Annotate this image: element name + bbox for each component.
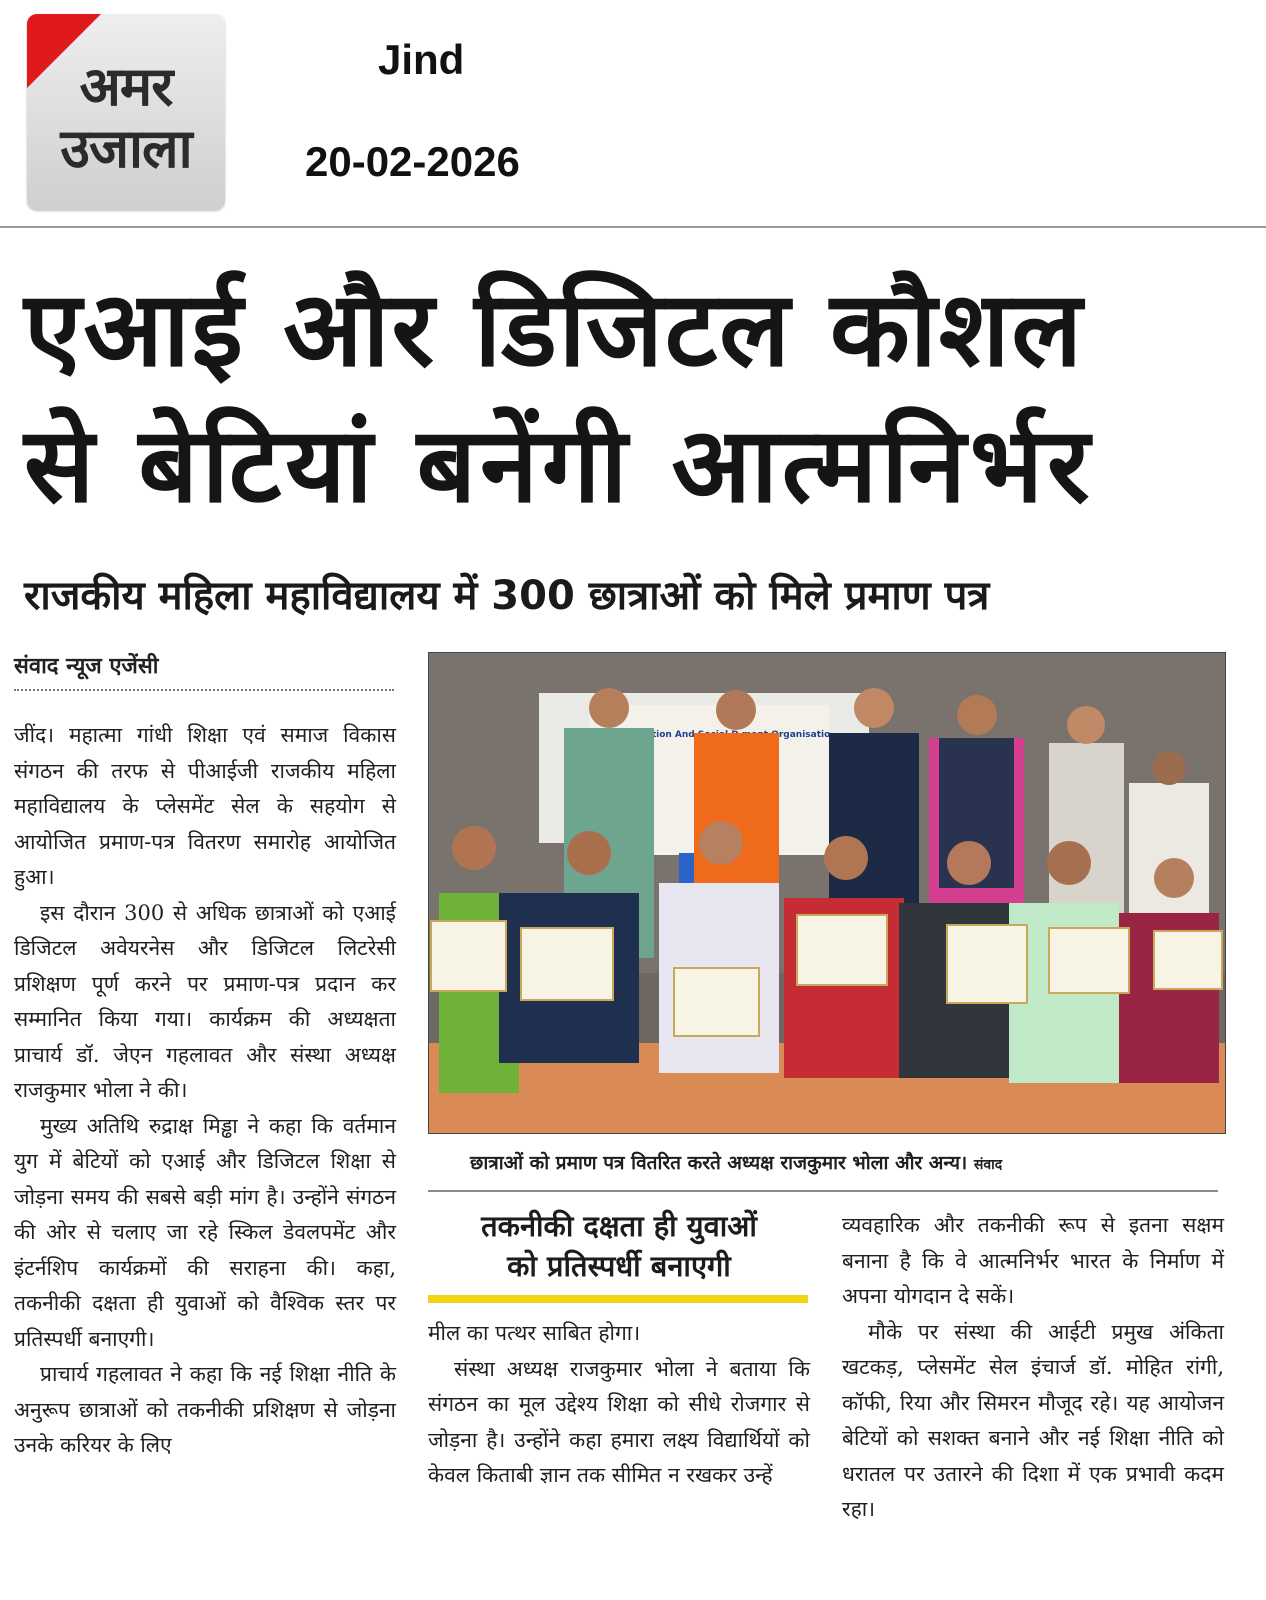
caption-divider — [428, 1190, 1218, 1192]
edition-city: Jind — [378, 36, 465, 83]
byline: संवाद न्यूज एजेंसी — [14, 654, 159, 679]
article-column-1 — [14, 718, 396, 1464]
event-photo — [428, 652, 1226, 1134]
col1-paragraph-1: जींद। महात्मा गांधी शिक्षा एवं समाज विकास संगठन की तरफ से पीआईजी राजकीय महिला महाविद्यालय के प्लेसमेंट सेल के सहयोग से आयोजित प्रमाण-पत्र वितरण समारोह आयोजित हुआ। — [14, 723, 396, 889]
col2-paragraph-2: संस्था अध्यक्ष राजकुमार भोला ने बताया कि संगठन का मूल उद्देश्य शिक्षा को सीधे रोजगार से जोड़ना है। उन्होंने कहा हमारा लक्ष्य विद्यार्थियों को केवल किताबी ज्ञान तक सीमित न रखकर उन्हें — [428, 1356, 810, 1487]
subheadline: राजकीय महिला महाविद्यालय में 300 छात्राओं को मिले प्रमाण पत्र — [24, 573, 990, 619]
photo-credit: संवाद — [973, 1157, 1003, 1173]
publication-date: 20-02-2026 — [305, 138, 520, 185]
pullquote-underline — [428, 1295, 808, 1303]
header-divider — [0, 226, 1266, 228]
byline-divider — [14, 689, 394, 691]
col2-paragraph-1: मील का पत्थर साबित होगा। — [428, 1321, 641, 1345]
col1-paragraph-3: मुख्य अतिथि रुद्राक्ष मिड्ढा ने कहा कि वर्तमान युग में बेटियों को एआई और डिजिटल शिक्षा से जोड़ना समय की सबसे बड़ी मांग है। उन्होंने संगठन की ओर से चलाए जा रहे स्किल डेवलपमेंट और इंटर्नशिप कार्यक्रमों की सराहना की। कहा, तकनीकी दक्षता ही युवाओं को वैश्विक स्तर पर प्रतिस्पर्धी बनाएगी। — [14, 1113, 396, 1351]
headline-line2: से बेटियां बनेंगी आत्मनिर्भर — [24, 404, 1094, 526]
logo-line1: अमर — [79, 55, 173, 118]
article-column-3 — [842, 1208, 1224, 1528]
col3-paragraph-2: मौके पर संस्था की आईटी प्रमुख अंकिता खटकड़, प्लेसमेंट सेल इंचार्ज डॉ. मोहित रांगी, कॉफी, रिया और सिमरन मौजूद रहे। यह आयोजन बेटियों को सशक्त बनाने और नई शिक्षा नीति को धरातल पर उतारने की दिशा में एक प्रभावी कदम रहा। — [842, 1319, 1224, 1521]
pullquote-title — [428, 1206, 810, 1286]
logo-line2: उजाला — [60, 117, 192, 180]
amar-ujala-logo — [27, 14, 225, 210]
event-photo-illustration — [429, 653, 1225, 1133]
article-column-2 — [428, 1316, 810, 1494]
col1-paragraph-4: प्राचार्य गहलावत ने कहा कि नई शिक्षा नीति के अनुरूप छात्राओं को तकनीकी प्रशिक्षण से जोड़ना उनके करियर के लिए — [14, 1362, 396, 1457]
photo-banner-text: And Organisatio — [674, 730, 831, 740]
pullquote-line2: को प्रतिस्पर्धी बनाएगी — [507, 1249, 731, 1283]
photo-caption-text: छात्राओं को प्रमाण पत्र वितरित करते अध्यक्ष राजकुमार भोला और अन्य। — [470, 1152, 968, 1174]
headline-line1: एआई और डिजिटल कौशल — [24, 268, 1085, 390]
pullquote-line1: तकनीकी दक्षता ही युवाओं — [481, 1209, 757, 1243]
col3-paragraph-1: व्यवहारिक और तकनीकी रूप से इतना सक्षम बनाना है कि वे आत्मनिर्भर भारत के निर्माण में अपना योगदान दे सकें। — [842, 1213, 1224, 1308]
col1-paragraph-2: इस दौरान 300 से अधिक छात्राओं को एआई डिजिटल अवेयरनेस और डिजिटल लिटरेसी प्रशिक्षण पूर्ण करने पर प्रमाण-पत्र प्रदान कर सम्मानित किया गया। कार्यक्रम की अध्यक्षता प्राचार्य डॉ. जेएन गहलावत और संस्था अध्यक्ष राजकुमार भोला ने की। — [14, 900, 396, 1102]
photo-caption — [470, 1150, 1230, 1178]
